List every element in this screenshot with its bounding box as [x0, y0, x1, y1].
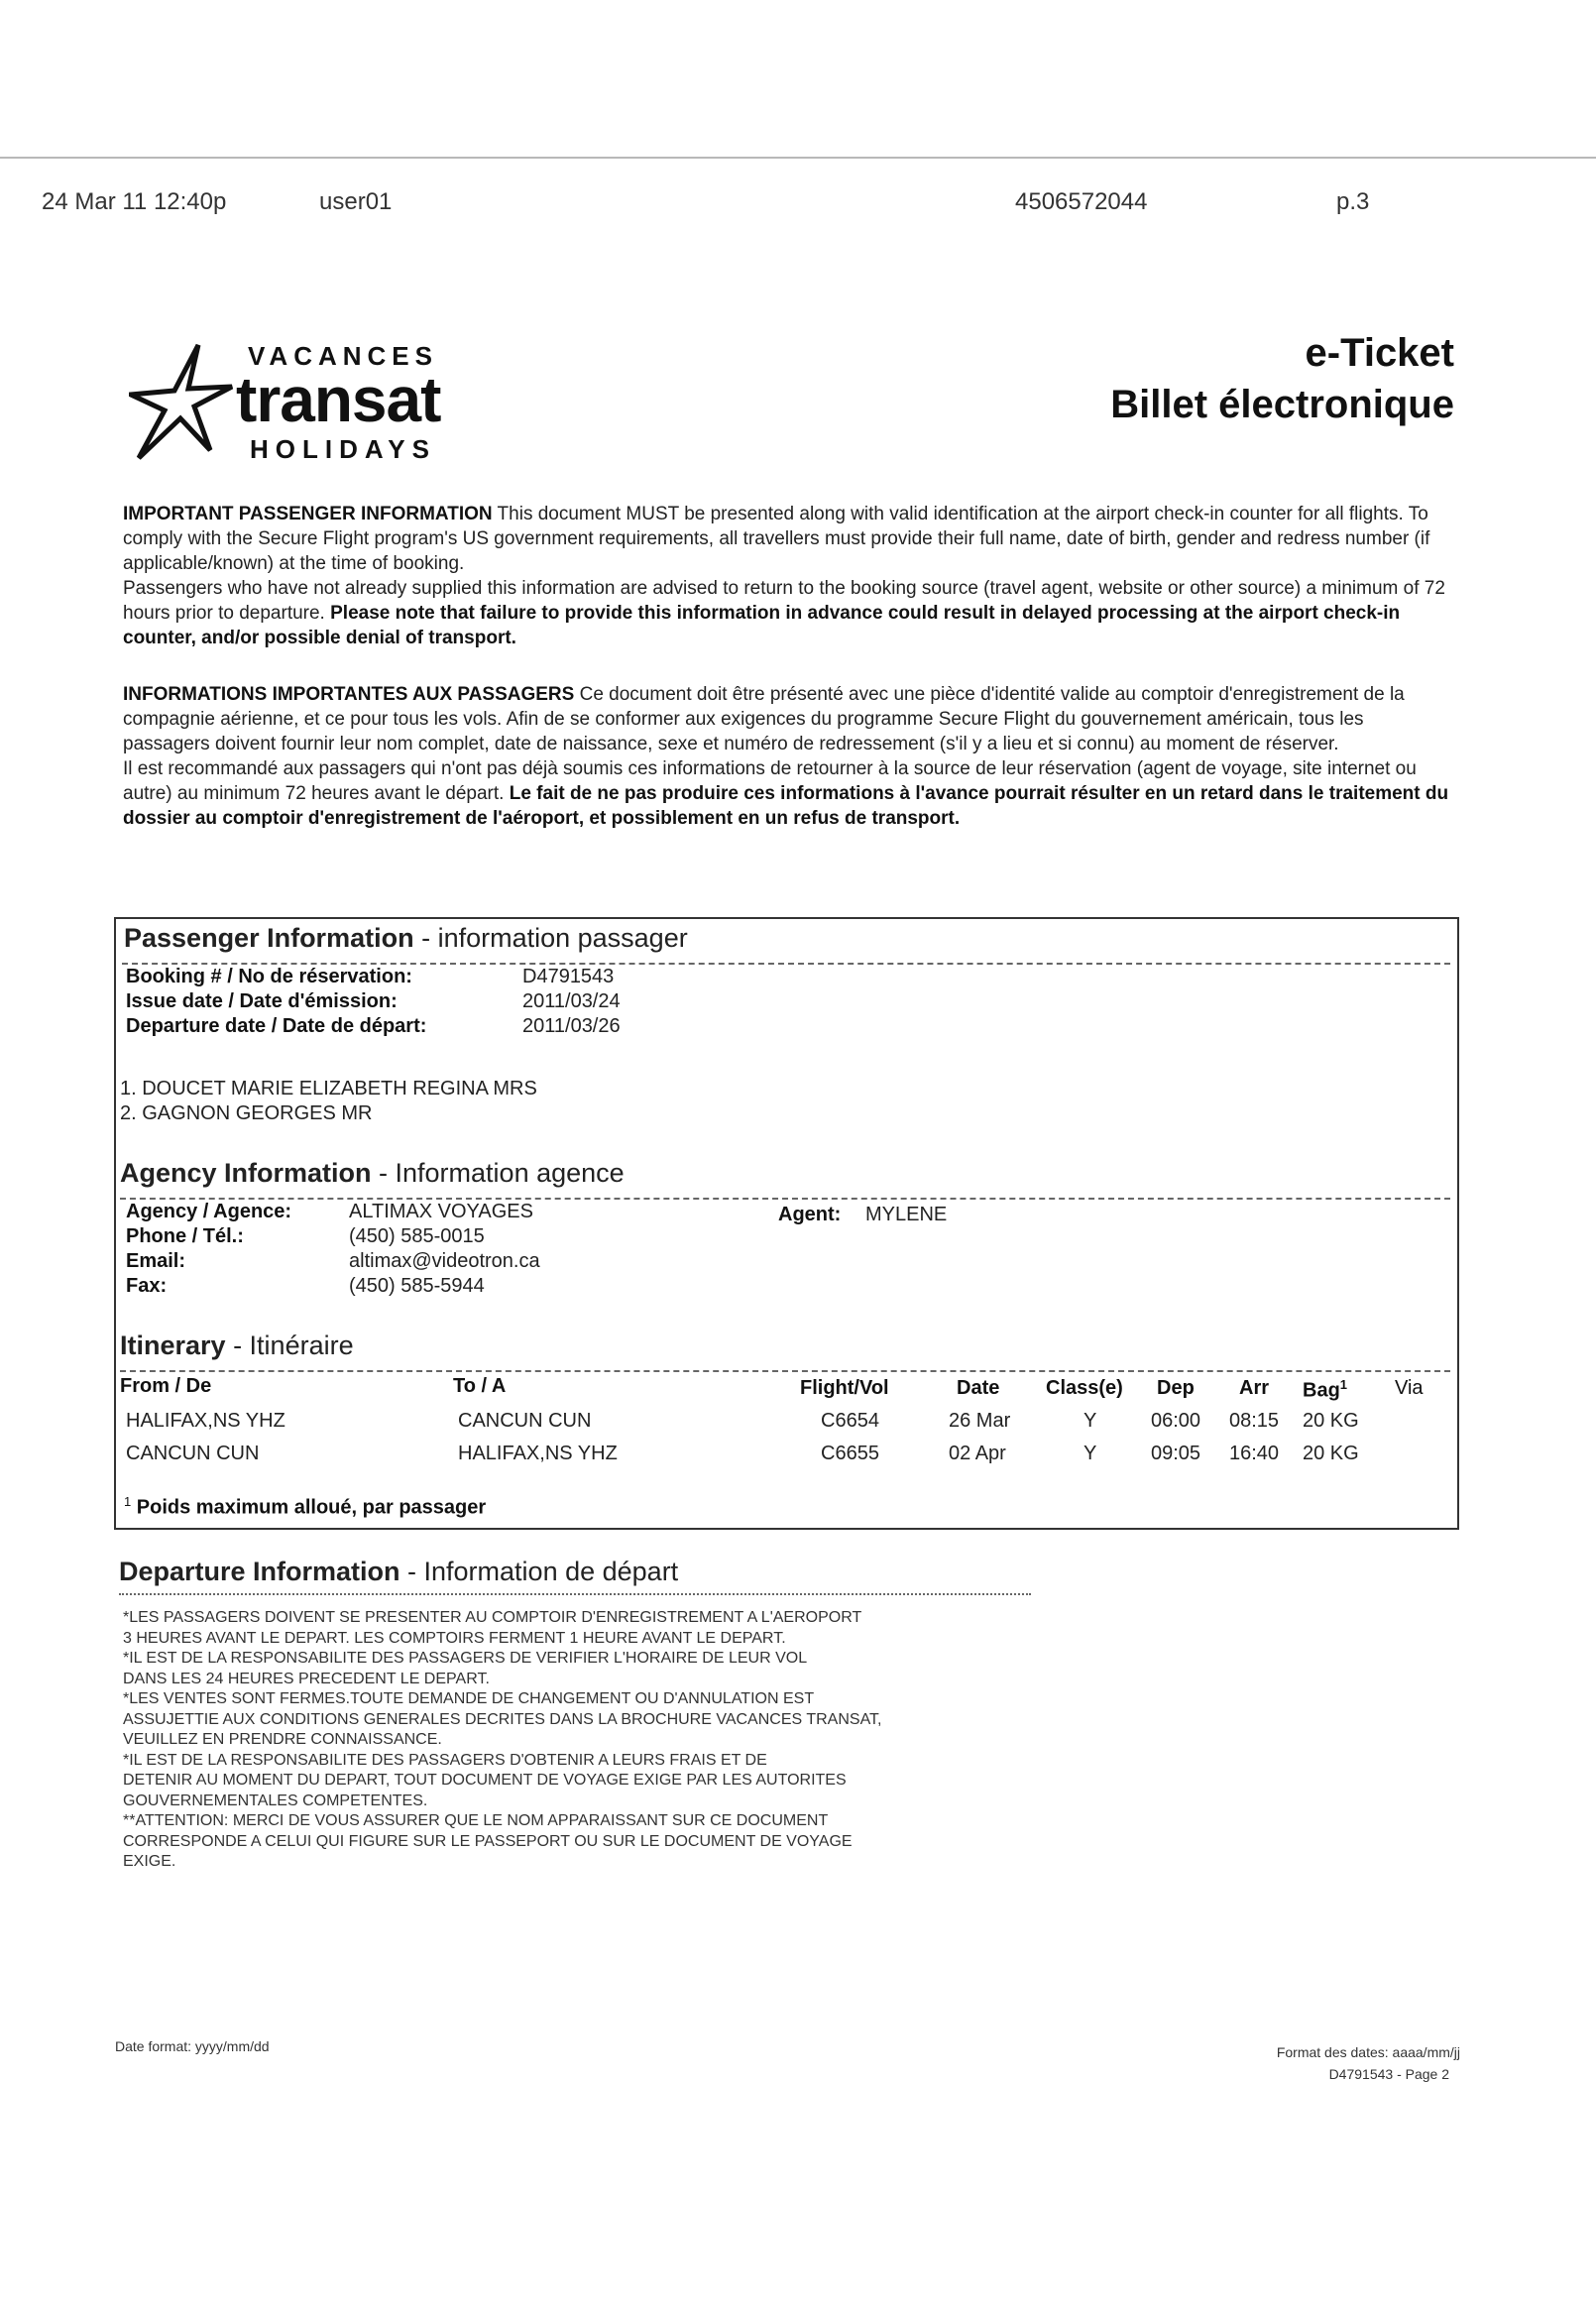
departure-notes — [123, 1608, 1075, 1873]
col-header-date: Date — [957, 1377, 1000, 1399]
agent-value: MYLENE — [865, 1204, 948, 1225]
agency-divider — [120, 1198, 1450, 1200]
important-text-fr: Ce document doit être présenté avec une pièce d'identité valide au comptoir d'enregistrement de la compagnie aérienne, et ce pour tous les vols. Afin de se conformer aux exigences du programme Secure Flight du gouvernement américain, tous les passagers doivent fournir leur nom complet, date de naissance, sexe et numéro de redressement (s'il y a lieu et si connu) au moment de réserver. — [123, 684, 1405, 754]
col-header-bag — [1303, 1377, 1347, 1403]
col-header-via: Via — [1395, 1377, 1424, 1399]
passenger-section-title — [124, 923, 688, 954]
booking-details-box — [114, 917, 1459, 1530]
passenger-title-en: Passenger Information — [124, 923, 414, 953]
departure-title-fr: - Information de départ — [399, 1557, 679, 1586]
col-header-arr: Arr — [1239, 1377, 1270, 1399]
col-header-flight: Flight/Vol — [800, 1377, 889, 1399]
issue-date-value: 2011/03/24 — [522, 990, 621, 1012]
row2-flight: C6655 — [821, 1443, 879, 1464]
row1-arr: 08:15 — [1229, 1410, 1280, 1432]
col-header-dep: Dep — [1157, 1377, 1195, 1399]
col-header-bag-sup: 1 — [1339, 1377, 1348, 1392]
transat-logo — [129, 335, 486, 464]
footer-page-ref: D4791543 - Page 2 — [1328, 2066, 1449, 2082]
important-text-en: This document MUST be presented along with valid identification at the airport check-in counter for all flights. To comply with the Secure Flight program's US government requirements, all travellers must provide their full name, date of birth, gender and redress number (if applicable/known) at the time of booking. — [123, 504, 1430, 574]
departure-note-line: 3 HEURES AVANT LE DEPART. LES COMPTOIRS FERMENT 1 HEURE AVANT LE DEPART. — [123, 1629, 786, 1647]
agency-email-value: altimax@videotron.ca — [349, 1250, 540, 1272]
col-header-class: Class(e) — [1046, 1377, 1123, 1399]
important-bold-en: Please note that failure to provide this information in advance could result in delayed processing at the airport check-in counter, and/or possible denial of transport. — [123, 603, 1401, 648]
footer-date-format-fr: Format des dates: aaaa/mm/jj — [1276, 2044, 1460, 2060]
important-heading-en: IMPORTANT PASSENGER INFORMATION — [123, 504, 493, 524]
agency-email-label: Email: — [126, 1250, 186, 1272]
departure-date-value: 2011/03/26 — [522, 1015, 621, 1037]
passenger-name: 1. DOUCET MARIE ELIZABETH REGINA MRS — [120, 1078, 537, 1099]
departure-note-line: CORRESPONDE A CELUI QUI FIGURE SUR LE PASSEPORT OU SUR LE DOCUMENT DE VOYAGE — [123, 1832, 853, 1850]
logo-holidays: HOLIDAYS — [250, 434, 436, 464]
departure-title-en: Departure Information — [119, 1557, 400, 1586]
col-header-from: From / De — [120, 1375, 212, 1397]
departure-note-line: *IL EST DE LA RESPONSABILITE DES PASSAGERS DE VERIFIER L'HORAIRE DE LEUR VOL — [123, 1650, 808, 1667]
important-bold-fr: Le fait de ne pas produire ces informations à l'avance pourrait résulter en un retard dans le traitement du dossier au comptoir d'enregistrement de l'aéroport, et possiblement en un refus de transport. — [123, 783, 1449, 829]
logo-vacances: VACANCES — [248, 341, 438, 371]
important-info-en — [123, 502, 1451, 650]
fax-datetime: 24 Mar 11 12:40p — [42, 188, 227, 215]
important-text2-fr: Il est recommandé aux passagers qui n'ont pas déjà soumis ces informations de retourner à la source de leur réservation (agent de voyage, site internet ou autre) au minimum 72 heures avant le départ. — [123, 758, 1417, 804]
row2-from: CANCUN CUN — [126, 1443, 260, 1464]
fax-page: p.3 — [1336, 188, 1370, 215]
fax-user: user01 — [319, 188, 393, 215]
departure-section-title — [119, 1557, 678, 1587]
baggage-footnote-text: Poids maximum alloué, par passager — [131, 1496, 487, 1519]
departure-note-line: EXIGE. — [123, 1853, 176, 1870]
departure-note-line: **ATTENTION: MERCI DE VOUS ASSURER QUE LE NOM APPARAISSANT SUR CE DOCUMENT — [123, 1812, 829, 1829]
ticket-title-fr: Billet électronique — [1110, 383, 1454, 426]
important-info-fr — [123, 682, 1451, 831]
col-header-to: To / A — [453, 1375, 507, 1397]
baggage-footnote-sup: 1 — [124, 1494, 132, 1509]
row2-date: 02 Apr — [949, 1443, 1006, 1464]
passenger-divider — [122, 963, 1450, 965]
agent-label: Agent: — [778, 1204, 842, 1225]
booking-number-label: Booking # / No de réservation: — [126, 966, 412, 987]
departure-note-line: GOUVERNEMENTALES COMPETENTES. — [123, 1792, 428, 1809]
itinerary-title-en: Itinerary — [120, 1330, 226, 1360]
star-icon — [129, 341, 238, 460]
departure-note-line: *LES PASSAGERS DOIVENT SE PRESENTER AU COMPTOIR D'ENREGISTREMENT A L'AEROPORT — [123, 1609, 862, 1626]
departure-note-line: *IL EST DE LA RESPONSABILITE DES PASSAGERS D'OBTENIR A LEURS FRAIS ET DE — [123, 1751, 767, 1769]
issue-date-label: Issue date / Date d'émission: — [126, 990, 398, 1012]
agency-fax-value: (450) 585-5944 — [349, 1275, 485, 1297]
agency-phone-value: (450) 585-0015 — [349, 1225, 485, 1247]
footer-date-format-en: Date format: yyyy/mm/dd — [115, 2038, 270, 2054]
row1-class: Y — [1083, 1410, 1097, 1432]
agency-title-en: Agency Information — [120, 1158, 372, 1188]
ticket-title — [1110, 327, 1454, 430]
row2-class: Y — [1083, 1443, 1097, 1464]
baggage-footnote — [124, 1494, 486, 1520]
passenger-title-fr: - information passager — [413, 923, 688, 953]
agency-name-value: ALTIMAX VOYAGES — [349, 1201, 533, 1222]
departure-note-line: *LES VENTES SONT FERMES.TOUTE DEMANDE DE CHANGEMENT OU D'ANNULATION EST — [123, 1690, 815, 1707]
col-header-bag-text: Bag — [1303, 1379, 1340, 1402]
important-text2-en: Passengers who have not already supplied this information are advised to return to the booking source (travel agent, website or other source) a minimum of 72 hours prior to departure. — [123, 578, 1445, 624]
itinerary-title-fr: - Itinéraire — [225, 1330, 354, 1360]
departure-note-line: DETENIR AU MOMENT DU DEPART, TOUT DOCUMENT DE VOYAGE EXIGE PAR LES AUTORITES — [123, 1772, 847, 1789]
fax-top-rule — [0, 157, 1596, 159]
departure-note-line: VEUILLEZ EN PRENDRE CONNAISSANCE. — [123, 1731, 442, 1748]
row2-to: HALIFAX,NS YHZ — [458, 1443, 618, 1464]
itinerary-divider — [120, 1370, 1450, 1372]
row1-dep: 06:00 — [1151, 1410, 1201, 1432]
row2-bag: 20 KG — [1303, 1443, 1359, 1464]
important-heading-fr: INFORMATIONS IMPORTANTES AUX PASSAGERS — [123, 684, 575, 705]
row1-flight: C6654 — [821, 1410, 879, 1432]
departure-note-line: ASSUJETTIE AUX CONDITIONS GENERALES DECRITES DANS LA BROCHURE VACANCES TRANSAT, — [123, 1710, 882, 1728]
passenger-name: 2. GAGNON GEORGES MR — [120, 1102, 373, 1124]
row1-to: CANCUN CUN — [458, 1410, 592, 1432]
itinerary-section-title — [120, 1330, 354, 1361]
agency-name-label: Agency / Agence: — [126, 1201, 292, 1222]
row1-bag: 20 KG — [1303, 1410, 1359, 1432]
departure-date-label: Departure date / Date de départ: — [126, 1015, 427, 1037]
row2-dep: 09:05 — [1151, 1443, 1201, 1464]
ticket-title-en: e-Ticket — [1305, 331, 1454, 375]
agency-section-title — [120, 1158, 625, 1189]
row1-from: HALIFAX,NS YHZ — [126, 1410, 285, 1432]
departure-note-line: DANS LES 24 HEURES PRECEDENT LE DEPART. — [123, 1670, 490, 1687]
departure-divider — [119, 1593, 1031, 1595]
agency-fax-label: Fax: — [126, 1275, 168, 1297]
logo-transat: transat — [236, 364, 441, 435]
row2-arr: 16:40 — [1229, 1443, 1280, 1464]
fax-phone: 4506572044 — [1015, 188, 1148, 215]
agency-phone-label: Phone / Tél.: — [126, 1225, 244, 1247]
row1-date: 26 Mar — [949, 1410, 1011, 1432]
agency-title-fr: - Information agence — [371, 1158, 625, 1188]
booking-number-value: D4791543 — [522, 966, 615, 987]
